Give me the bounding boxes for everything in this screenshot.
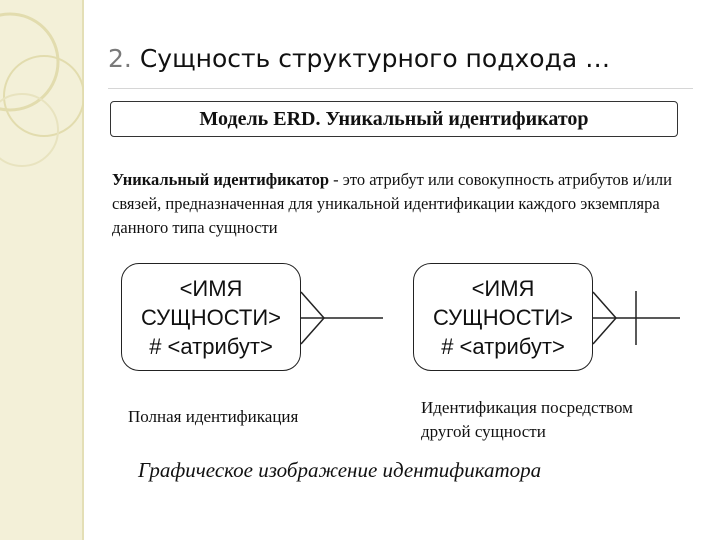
entity-attribute: # <атрибут> <box>149 333 273 359</box>
caption-dependent-identification <box>421 396 633 444</box>
caption-line-2: другой сущности <box>421 422 546 441</box>
caption-full-identification: Полная идентификация <box>128 407 299 426</box>
section-heading-text: Модель ERD. Уникальный идентификатор <box>199 107 589 130</box>
definition-term: Уникальный идентификатор <box>112 170 330 189</box>
slide-number: 2. <box>108 44 132 73</box>
figure-caption: Графическое изображение идентификатора <box>138 458 542 482</box>
entity-name-line-1: <ИМЯ <box>179 275 243 301</box>
slide-title-text: Сущность структурного подхода … <box>139 44 611 73</box>
entity-name-line-1: <ИМЯ <box>471 275 535 301</box>
entity-name-line-2: СУЩНОСТИ> <box>140 304 281 330</box>
entity-attribute: # <атрибут> <box>441 333 565 359</box>
definition-text: - это атрибут или совокупность атрибутов и/или связей, предназначенная для уникальной идентификации каждого экземпляра данного типа сущности <box>112 170 672 237</box>
entity-name-line-2: СУЩНОСТИ> <box>432 304 573 330</box>
crows-foot-connector-right-with-bar <box>593 291 680 345</box>
caption-line-1: Идентификация посредством <box>421 398 633 417</box>
crows-foot-connector-left <box>301 292 383 344</box>
